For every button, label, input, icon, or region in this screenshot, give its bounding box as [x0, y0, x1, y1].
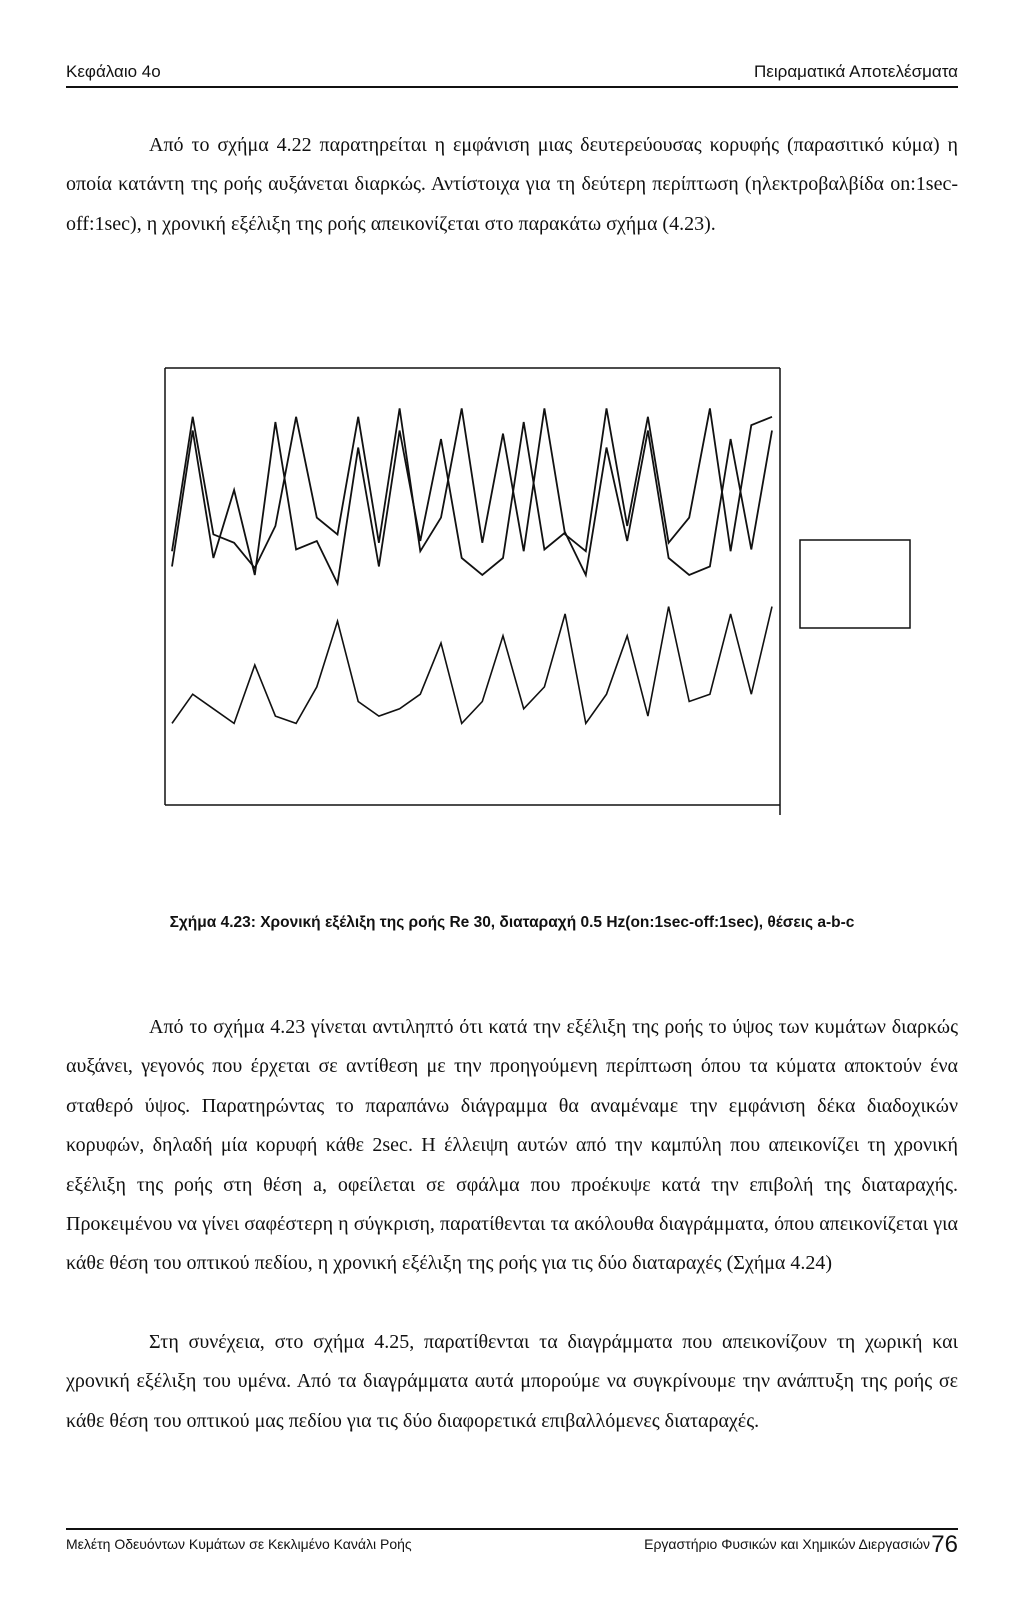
figure-caption: Σχήμα 4.23: Χρονική εξέλιξη της ροής Re 30, διαταραχή 0.5 Hz(on:1sec-off:1sec), θέσεις a-b-c: [169, 914, 855, 931]
page-footer: [66, 1528, 958, 1570]
paragraph-3: Στη συνέχεια, στο σχήμα 4.25, παρατίθενται τα διαγράμματα που απεικονίζουν τη χωρική και χρονική εξέλιξη του υμένα. Από τα διαγράμματα αυτά μπορούμε να συγκρίνουμε την ανάπτυξη της ροής σε κάθε θέση του οπτικού μας πεδίου για τις δύο διαφορετικά επιβαλλόμενες διαταραχές.: [66, 1331, 958, 1432]
footer-title: Μελέτη Οδευόντων Κυμάτων σε Κεκλιμένο Κανάλι Ροής: [66, 1536, 412, 1552]
legend-box: [800, 540, 910, 628]
page-header: [66, 60, 958, 88]
figure-4-23: [0, 360, 1024, 830]
series-a-line: [172, 422, 772, 584]
chart-frame: [165, 368, 780, 815]
page-number: 76: [931, 1531, 958, 1558]
series-c-line: [172, 607, 772, 724]
header-section: Πειραματικά Αποτελέσματα: [754, 62, 958, 81]
header-chapter: Κεφάλαιο 4ο: [66, 62, 161, 81]
series-b-line: [172, 408, 772, 568]
paragraph-2: Από το σχήμα 4.23 γίνεται αντιληπτό ότι κατά την εξέλιξη της ροής το ύψος των κυμάτων διαρκώς αυξάνει, γεγονός που έρχεται σε αντίθεση με την προηγούμενη περίπτωση όπου τα κύματα αποκτούν ένα σταθερό ύψος. Παρατηρώντας το παραπάνω διάγραμμα θα αναμέναμε την εμφάνιση δέκα διαδοχικών κορυφών, δηλαδή μία κορυφή κάθε 2sec. Η έλλειψη αυτών από την καμπύλη που απεικονίζει τη χρονική εξέλιξη της ροής στη θέση a, οφείλεται σε σφάλμα που προέκυψε κατά την επιβολή της διαταραχής. Προκειμένου να γίνει σαφέστερη η σύγκριση, παρατίθενται τα ακόλουθα διαγράμματα, όπου απεικονίζεται για κάθε θέση του οπτικού πεδίου, η χρονική εξέλιξη της ροής για τις δύο διαταραχές (Σχήμα 4.24): [66, 1016, 958, 1275]
paragraph-1: Από το σχήμα 4.22 παρατηρείται η εμφάνιση μιας δευτερεύουσας κορυφής (παρασιτικό κύμα) η οποία κατάντη της ροής αυξάνεται διαρκώς. Αντίστοιχα για τη δεύτερη περίπτωση (ηλεκτροβαλβίδα on:1sec-off:1sec), η χρονική εξέλιξη της ροής απεικονίζεται στο παρακάτω σχήμα (4.23).: [66, 134, 958, 235]
flow-evolution-chart: [0, 360, 1024, 830]
footer-lab: Εργαστήριο Φυσικών και Χημικών Διεργασιών: [644, 1536, 930, 1552]
